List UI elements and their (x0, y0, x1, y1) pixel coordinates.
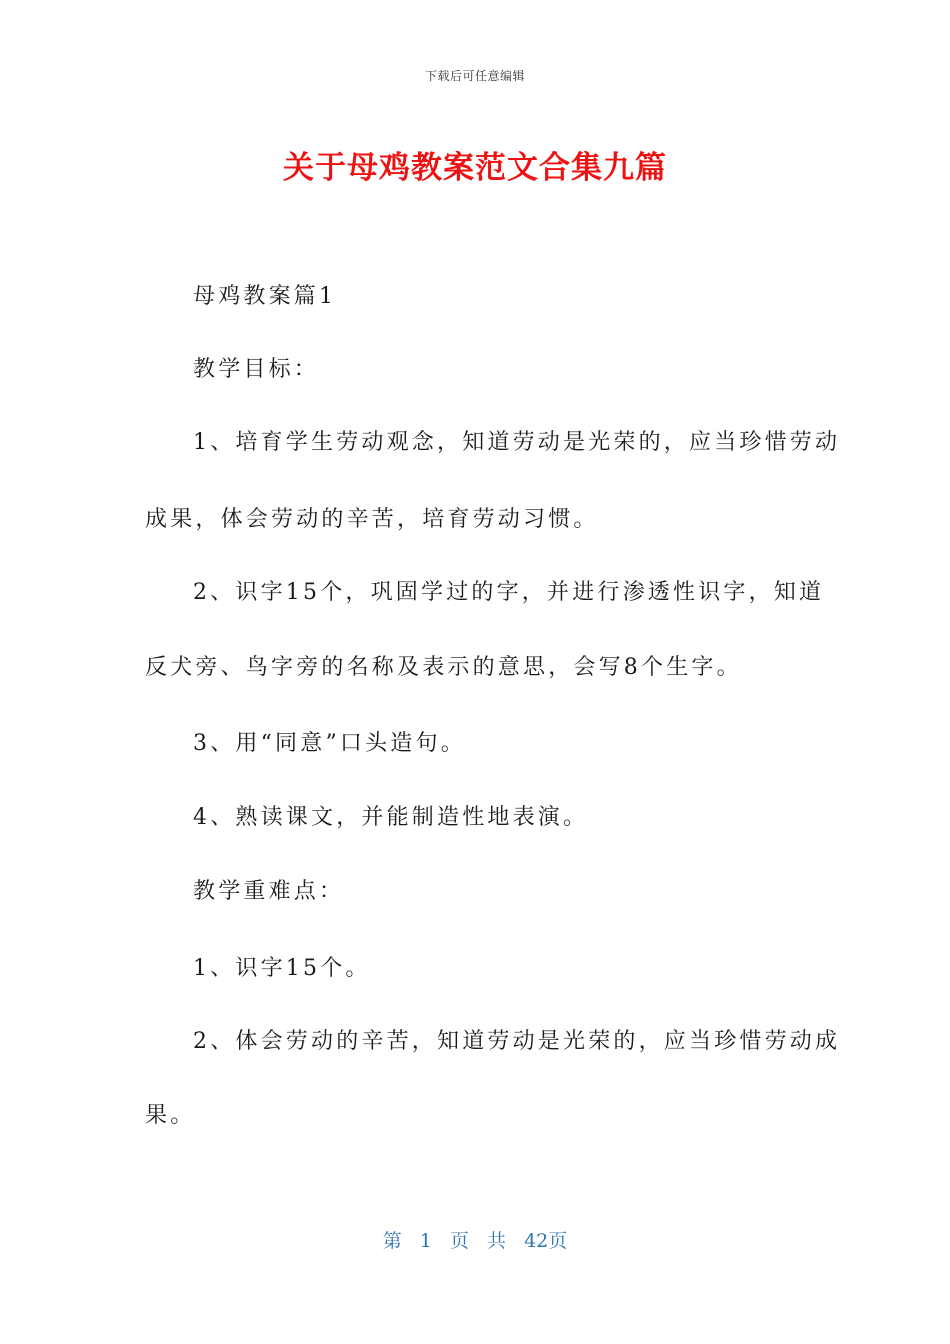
paragraph-goal-1-line-1: 1、培育学生劳动观念，知道劳动是光荣的，应当珍惜劳动 (193, 430, 841, 455)
page-footer (0, 1226, 950, 1253)
document-title: 关于母鸡教案范文合集九篇 (283, 150, 667, 186)
paragraph-key-point-2-line-1: 2、体会劳动的辛苦，知道劳动是光荣的，应当珍惜劳动成 (193, 1029, 841, 1054)
paragraph-goal-2-line-2: 反犬旁、鸟字旁的名称及表示的意思，会写8个生字。 (145, 655, 742, 680)
paragraph-goal-3: 3、用“同意”口头造句。 (193, 731, 466, 756)
paragraph-key-point-2-line-2: 果。 (145, 1103, 196, 1128)
footer-total-pages: 42页 (524, 1230, 568, 1252)
footer-current-page: 1 (419, 1230, 432, 1252)
footer-total-word: 共 (487, 1230, 507, 1252)
section-heading: 母鸡教案篇1 (193, 284, 337, 309)
paragraph-goal-4: 4、熟读课文，并能制造性地表演。 (193, 805, 589, 830)
footer-prefix: 第 (382, 1230, 402, 1252)
paragraph-goal-1-line-2: 成果，体会劳动的辛苦，培育劳动习惯。 (145, 507, 599, 532)
paragraph-key-points-label: 教学重难点： (193, 879, 345, 904)
paragraph-goal-2-line-1: 2、识字15个，巩固学过的字，并进行渗透性识字，知道 (193, 580, 825, 605)
paragraph-teaching-goals-label: 教学目标： (193, 357, 320, 382)
footer-page-word: 页 (449, 1230, 469, 1252)
paragraph-key-point-1: 1、识字15个。 (193, 956, 371, 981)
header-note: 下载后可任意编辑 (424, 69, 525, 83)
